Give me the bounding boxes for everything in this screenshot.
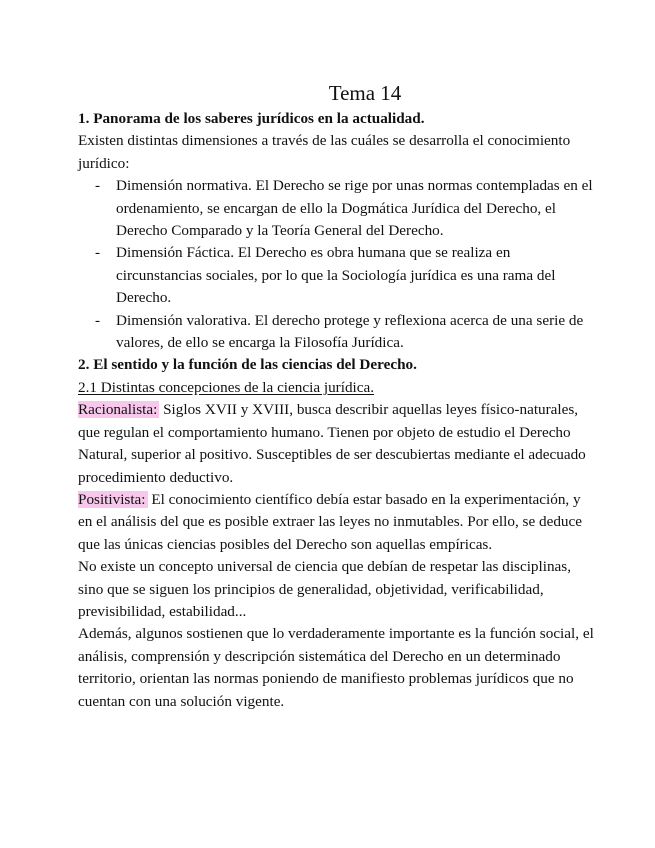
list-item-factica: - Dimensión Fáctica. El Derecho es obra humana que se realiza en circunstancias sociales, por lo que la Sociología jurídica es una rama del Derecho. <box>78 242 598 309</box>
list-item-normativa: - Dimensión normativa. El Derecho se rige por unas normas contempladas en el ordenamiento, se encargan de ello la Dogmática Jurídica del Derecho, el Derecho Comparado y la Teoría General del Derecho. <box>78 175 598 242</box>
document-page <box>78 78 598 713</box>
positivista-text: El conocimiento científico debía estar basado en la experimentación, y en el análisis del que es posible extraer las leyes no inmutables. Por ello, se deduce que las únicas ciencias posibles del Derecho son aquellas empíricas. <box>78 490 582 553</box>
list-item-valorativa: - Dimensión valorativa. El derecho protege y reflexiona acerca de una serie de valores, de ello se encarga la Filosofía Jurídica. <box>78 310 598 355</box>
dimensions-list <box>78 175 598 354</box>
positivista-paragraph <box>78 489 598 556</box>
section-2-heading: 2. El sentido y la función de las ciencias del Derecho. <box>78 356 417 374</box>
funcion-social-paragraph: Además, algunos sostienen que lo verdaderamente importante es la función social, el análisis, comprensión y descripción sistemática del Derecho en un determinado territorio, orientan las normas poniendo de manifiesto problemas jurídicos que no cuentan con una solución vigente. <box>78 625 594 710</box>
page-title: Tema 14 <box>328 81 402 105</box>
subheading-text: 2.1 Distintas concepciones de la ciencia jurídica. <box>78 378 375 396</box>
section-1-intro: Existen distintas dimensiones a través de las cuáles se desarrolla el conocimiento jurídico: <box>78 132 571 172</box>
racionalista-text: Siglos XVII y XVIII, busca describir aquellas leyes físico-naturales, que regulan el comportamiento humano. Tienen por objeto de estudio el Derecho Natural, superior al positivo. Susceptibles de ser descubiertas mediante el adecuado procedimiento deductivo. <box>78 401 586 486</box>
racionalista-paragraph <box>78 399 598 489</box>
ciencia-concept-paragraph: No existe un concepto universal de ciencia que debían de respetar las disciplinas, sino que se siguen los principios de generalidad, objetividad, verificabilidad, previsibilidad, estabilidad... <box>78 558 571 620</box>
section-2-1-subheading <box>78 377 598 399</box>
racionalista-highlight-label: Racionalista: <box>78 401 158 419</box>
section-1-heading: 1. Panorama de los saberes jurídicos en la actualidad. <box>78 110 425 127</box>
positivista-highlight-label: Positivista: <box>78 490 146 508</box>
